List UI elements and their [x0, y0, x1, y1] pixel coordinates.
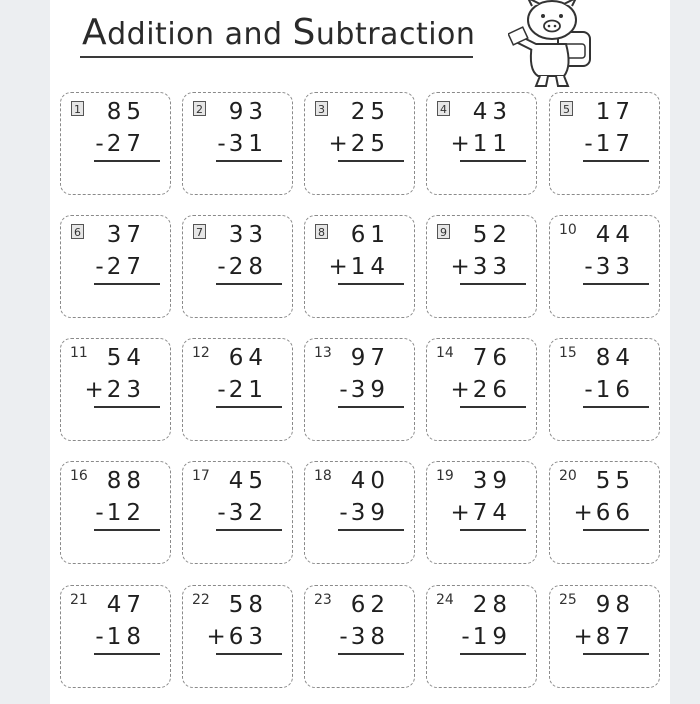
top-number: 28 — [472, 592, 512, 618]
problem-card — [304, 92, 415, 195]
answer-line — [216, 406, 282, 408]
bottom-row — [217, 377, 268, 403]
problem-number: 23 — [314, 592, 332, 608]
answer-line — [460, 529, 526, 531]
bottom-number: 27 — [106, 254, 146, 280]
problem-number: 11 — [70, 345, 88, 361]
operator: - — [95, 624, 107, 650]
problem-card — [60, 215, 171, 318]
bottom-number: 17 — [595, 131, 635, 157]
top-number: 52 — [472, 222, 512, 248]
problem-card — [426, 461, 537, 564]
top-number: 88 — [106, 468, 146, 494]
top-number: 58 — [228, 592, 268, 618]
bottom-row — [95, 624, 146, 650]
problem-card — [549, 215, 660, 318]
problem-card — [304, 585, 415, 688]
problem-number: 17 — [192, 468, 210, 484]
top-number: 84 — [595, 345, 635, 371]
problem-number: 12 — [192, 345, 210, 361]
answer-line — [94, 406, 160, 408]
problem-card — [549, 338, 660, 441]
answer-line — [583, 160, 649, 162]
problem-card — [549, 92, 660, 195]
problem-card — [182, 215, 293, 318]
answer-line — [583, 283, 649, 285]
bottom-row — [584, 254, 635, 280]
problem-card — [182, 92, 293, 195]
problem-number: 18 — [314, 468, 332, 484]
problem-number: 6 — [71, 224, 84, 239]
operator: + — [573, 624, 596, 650]
operator: + — [206, 624, 229, 650]
answer-line — [338, 653, 404, 655]
problem-card — [426, 585, 537, 688]
answer-line — [94, 283, 160, 285]
top-number: 55 — [595, 468, 635, 494]
problem-card — [426, 338, 537, 441]
problem-number: 4 — [437, 101, 450, 116]
bottom-number: 14 — [350, 254, 390, 280]
bottom-number: 11 — [472, 131, 512, 157]
bottom-number: 33 — [472, 254, 512, 280]
bottom-number: 33 — [595, 254, 635, 280]
bottom-row — [450, 500, 512, 526]
problem-number: 20 — [559, 468, 577, 484]
bottom-number: 23 — [106, 377, 146, 403]
bottom-row — [206, 624, 268, 650]
bottom-row — [84, 377, 146, 403]
operator: + — [450, 377, 473, 403]
bottom-row — [450, 377, 512, 403]
answer-line — [338, 160, 404, 162]
top-number: 44 — [595, 222, 635, 248]
answer-line — [216, 529, 282, 531]
bottom-number: 66 — [595, 500, 635, 526]
bottom-number: 26 — [472, 377, 512, 403]
answer-line — [460, 160, 526, 162]
operator: + — [84, 377, 107, 403]
bottom-row — [339, 624, 390, 650]
operator: - — [339, 377, 351, 403]
operator: - — [95, 131, 107, 157]
answer-line — [94, 160, 160, 162]
top-number: 47 — [106, 592, 146, 618]
top-number: 45 — [228, 468, 268, 494]
operator: - — [95, 500, 107, 526]
operator: - — [217, 500, 229, 526]
bottom-number: 25 — [350, 131, 390, 157]
operator: - — [217, 254, 229, 280]
bottom-row — [217, 254, 268, 280]
operator: + — [450, 500, 473, 526]
problem-number: 13 — [314, 345, 332, 361]
bottom-row — [584, 377, 635, 403]
problem-card — [182, 461, 293, 564]
bottom-number: 39 — [350, 377, 390, 403]
problem-number: 24 — [436, 592, 454, 608]
bottom-number: 21 — [228, 377, 268, 403]
problem-card — [60, 338, 171, 441]
problem-number: 19 — [436, 468, 454, 484]
operator: - — [217, 377, 229, 403]
problem-card — [304, 461, 415, 564]
top-number: 40 — [350, 468, 390, 494]
pig-with-backpack-icon — [508, 0, 600, 88]
answer-line — [583, 653, 649, 655]
problem-card — [549, 585, 660, 688]
problem-number: 8 — [315, 224, 328, 239]
problem-number: 5 — [560, 101, 573, 116]
answer-line — [338, 406, 404, 408]
bottom-row — [339, 500, 390, 526]
bottom-number: 63 — [228, 624, 268, 650]
operator: - — [339, 624, 351, 650]
title-underline — [80, 56, 473, 58]
problem-card — [182, 585, 293, 688]
bottom-row — [328, 254, 390, 280]
operator: - — [339, 500, 351, 526]
bottom-number: 18 — [106, 624, 146, 650]
operator: + — [328, 254, 351, 280]
answer-line — [94, 529, 160, 531]
top-number: 43 — [472, 99, 512, 125]
operator: + — [328, 131, 351, 157]
answer-line — [216, 653, 282, 655]
problem-card — [304, 338, 415, 441]
problem-number: 22 — [192, 592, 210, 608]
top-number: 76 — [472, 345, 512, 371]
operator: - — [217, 131, 229, 157]
bottom-number: 12 — [106, 500, 146, 526]
problem-card — [304, 215, 415, 318]
bottom-number: 32 — [228, 500, 268, 526]
problem-card — [60, 461, 171, 564]
operator: - — [584, 254, 596, 280]
bottom-row — [450, 254, 512, 280]
problem-number: 16 — [70, 468, 88, 484]
problem-number: 25 — [559, 592, 577, 608]
answer-line — [460, 406, 526, 408]
problem-card — [549, 461, 660, 564]
bottom-number: 39 — [350, 500, 390, 526]
answer-line — [460, 283, 526, 285]
top-number: 97 — [350, 345, 390, 371]
top-number: 39 — [472, 468, 512, 494]
top-number: 62 — [350, 592, 390, 618]
problem-number: 9 — [437, 224, 450, 239]
bottom-number: 28 — [228, 254, 268, 280]
bottom-row — [217, 500, 268, 526]
top-number: 61 — [350, 222, 390, 248]
operator: + — [573, 500, 596, 526]
problem-card — [426, 92, 537, 195]
top-number: 64 — [228, 345, 268, 371]
bottom-row — [217, 131, 268, 157]
bottom-number: 87 — [595, 624, 635, 650]
top-number: 85 — [106, 99, 146, 125]
problem-card — [60, 585, 171, 688]
answer-line — [338, 283, 404, 285]
bottom-number: 27 — [106, 131, 146, 157]
bottom-number: 31 — [228, 131, 268, 157]
problem-number: 3 — [315, 101, 328, 116]
bottom-row — [584, 131, 635, 157]
answer-line — [460, 653, 526, 655]
operator: - — [584, 377, 596, 403]
bottom-number: 38 — [350, 624, 390, 650]
top-number: 93 — [228, 99, 268, 125]
operator: - — [461, 624, 473, 650]
bottom-number: 19 — [472, 624, 512, 650]
bottom-row — [339, 377, 390, 403]
operator: - — [584, 131, 596, 157]
operator: - — [95, 254, 107, 280]
problem-number: 21 — [70, 592, 88, 608]
answer-line — [94, 653, 160, 655]
problem-number: 10 — [559, 222, 577, 238]
bottom-row — [95, 131, 146, 157]
bottom-row — [450, 131, 512, 157]
bottom-row — [461, 624, 512, 650]
problem-card — [60, 92, 171, 195]
top-number: 54 — [106, 345, 146, 371]
worksheet-title: Addition and Subtraction — [82, 12, 476, 53]
bottom-row — [95, 254, 146, 280]
answer-line — [583, 406, 649, 408]
problem-card — [182, 338, 293, 441]
bottom-number: 74 — [472, 500, 512, 526]
problem-card — [426, 215, 537, 318]
bottom-row — [573, 624, 635, 650]
top-number: 25 — [350, 99, 390, 125]
operator: + — [450, 254, 473, 280]
problem-number: 15 — [559, 345, 577, 361]
problem-number: 1 — [71, 101, 84, 116]
top-number: 17 — [595, 99, 635, 125]
answer-line — [338, 529, 404, 531]
answer-line — [216, 283, 282, 285]
operator: + — [450, 131, 473, 157]
problem-grid — [60, 92, 662, 692]
answer-line — [216, 160, 282, 162]
bottom-row — [95, 500, 146, 526]
bottom-number: 16 — [595, 377, 635, 403]
top-number: 33 — [228, 222, 268, 248]
bottom-row — [328, 131, 390, 157]
top-number: 37 — [106, 222, 146, 248]
problem-number: 14 — [436, 345, 454, 361]
problem-number: 2 — [193, 101, 206, 116]
answer-line — [583, 529, 649, 531]
bottom-row — [573, 500, 635, 526]
top-number: 98 — [595, 592, 635, 618]
problem-number: 7 — [193, 224, 206, 239]
